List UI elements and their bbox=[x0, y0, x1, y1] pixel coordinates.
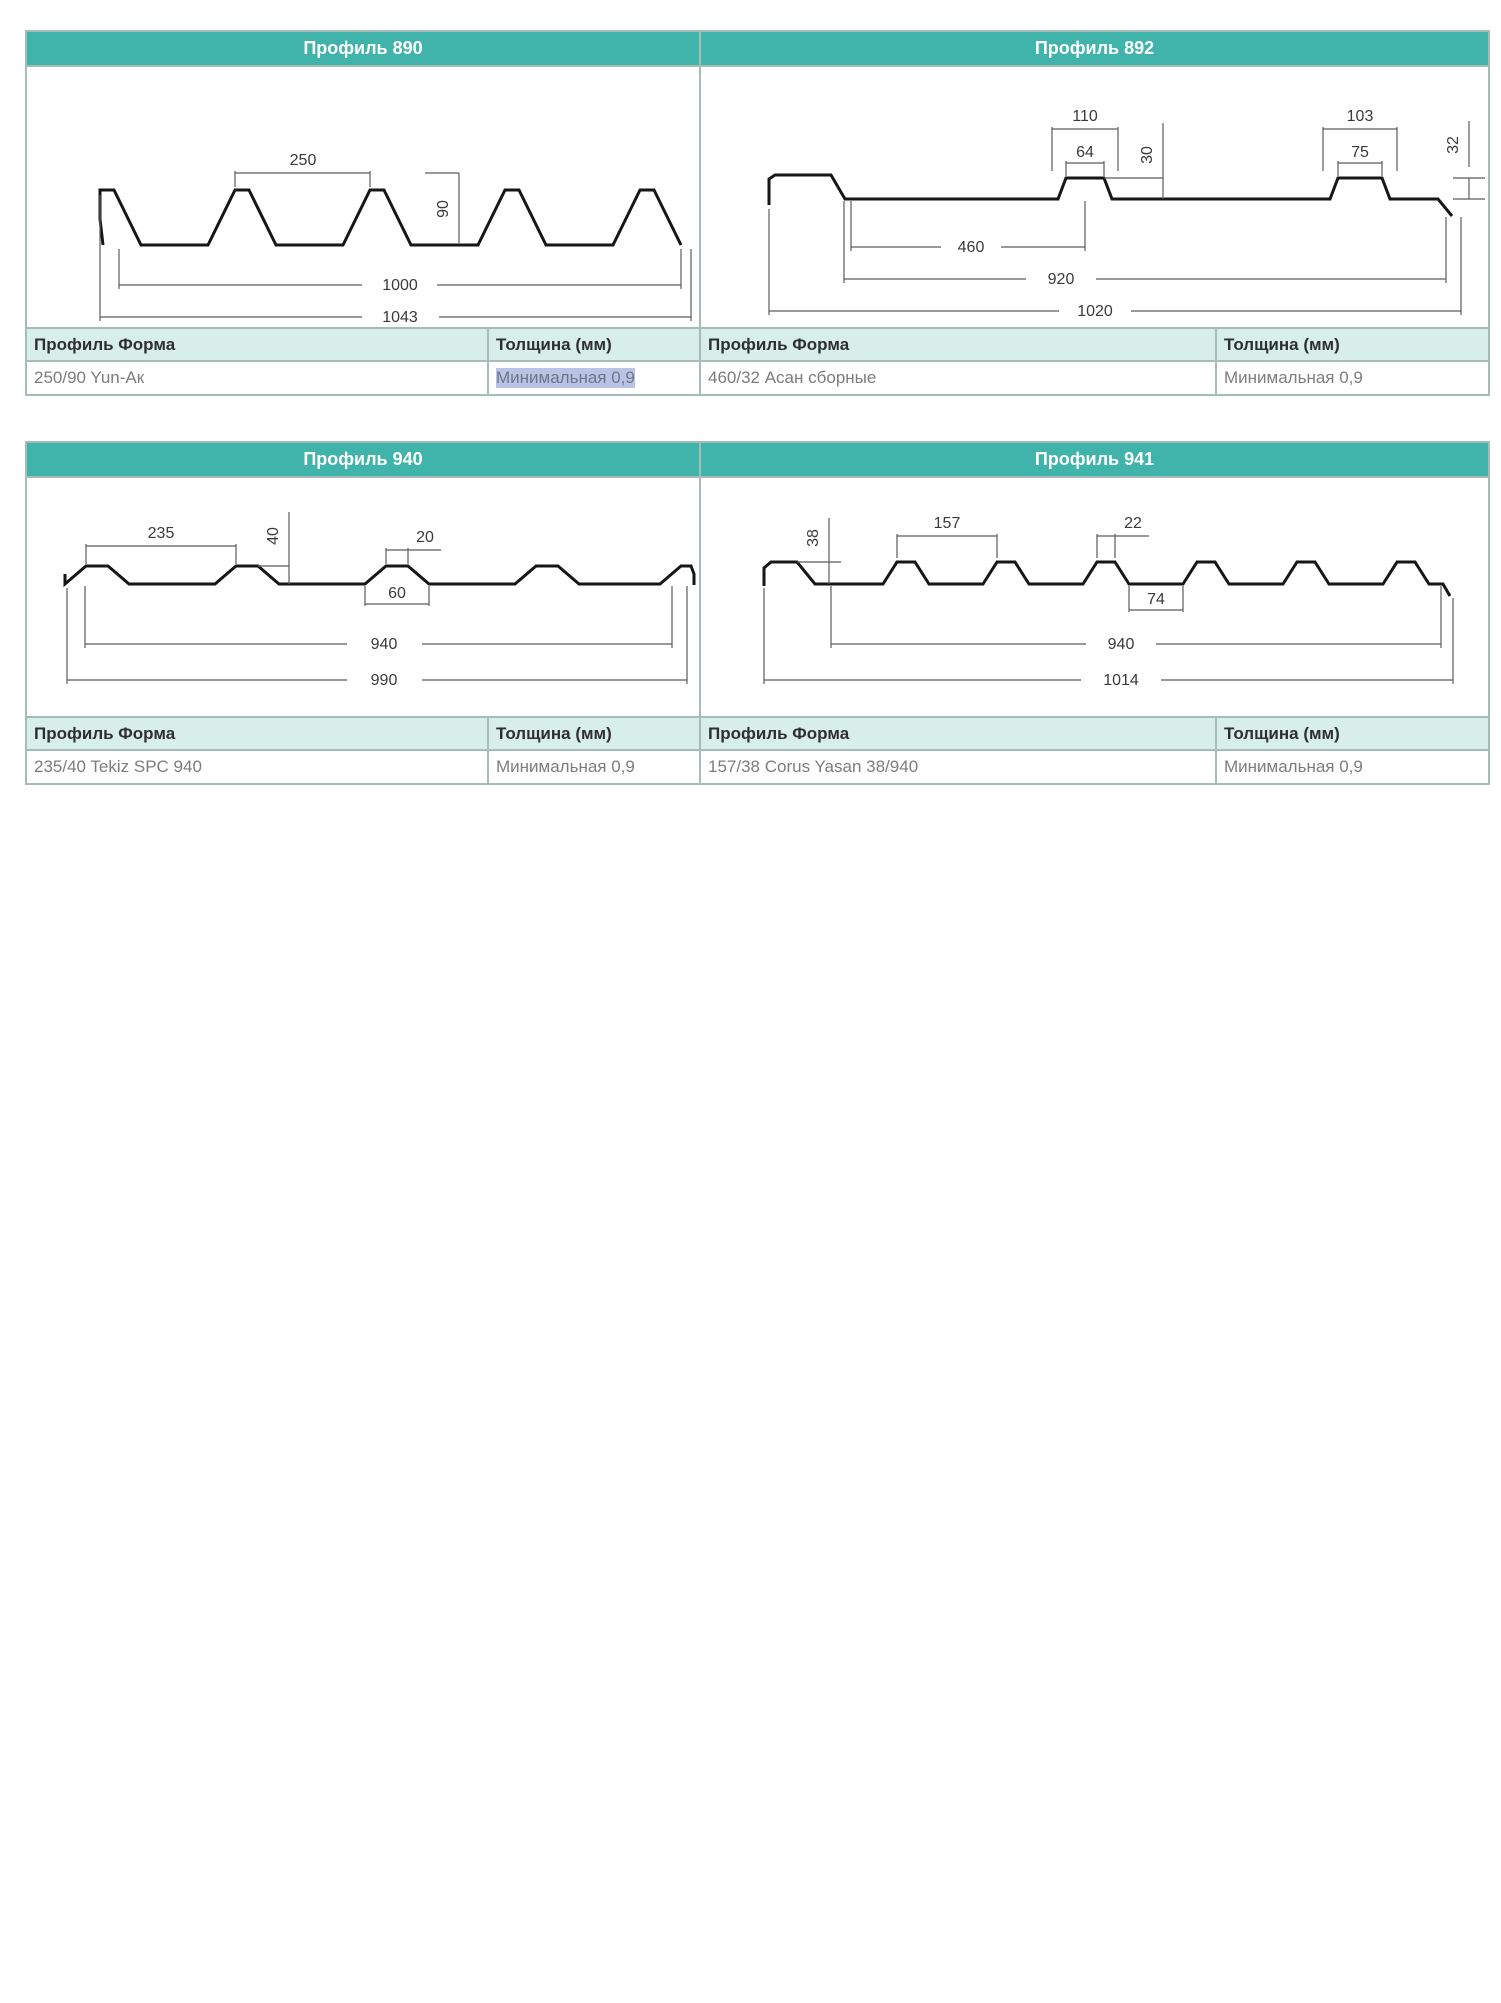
dim-label-22: 22 bbox=[1124, 515, 1142, 532]
form-text: 460/32 Асан сборные bbox=[708, 368, 877, 387]
panel-header-940 bbox=[27, 443, 699, 476]
profile-892-svg bbox=[701, 67, 1488, 327]
dim-label-103: 103 bbox=[1346, 108, 1374, 125]
dim-label-20: 20 bbox=[416, 529, 434, 546]
column-header-form bbox=[701, 329, 1215, 360]
panel-title: Профиль 940 bbox=[303, 449, 423, 469]
column-header-thickness bbox=[489, 718, 699, 749]
profile-892-drawing bbox=[701, 67, 1488, 327]
column-header-label: Профиль Форма bbox=[708, 334, 850, 354]
panel-header-892 bbox=[701, 32, 1488, 65]
profile-890-outline bbox=[100, 190, 681, 245]
profile-890-drawing bbox=[27, 67, 699, 327]
column-header-label: Толщина (мм) bbox=[496, 334, 612, 354]
form-text: 250/90 Yun-Ак bbox=[34, 368, 145, 387]
profile-form-value bbox=[701, 751, 1215, 783]
dim-label-75: 75 bbox=[1351, 144, 1369, 161]
thickness-value bbox=[489, 362, 699, 394]
dim-label-74: 74 bbox=[1147, 591, 1165, 608]
profile-catalog-page bbox=[0, 0, 1501, 785]
column-header-form bbox=[27, 329, 487, 360]
profile-941-svg bbox=[701, 478, 1488, 716]
dim-label-1014: 1014 bbox=[1103, 672, 1139, 689]
dim-label-460: 460 bbox=[957, 239, 985, 256]
profile-941-outline bbox=[764, 562, 1450, 596]
column-header-label: Толщина (мм) bbox=[1224, 334, 1340, 354]
profile-892-outline bbox=[769, 175, 1452, 216]
dim-label-32: 32 bbox=[1445, 136, 1462, 154]
column-header-form bbox=[27, 718, 487, 749]
column-header-label: Толщина (мм) bbox=[496, 723, 612, 743]
column-header-form bbox=[701, 718, 1215, 749]
profile-940-drawing bbox=[27, 478, 699, 716]
panel-title: Профиль 892 bbox=[1034, 38, 1155, 58]
dim-label-40: 40 bbox=[265, 527, 282, 545]
form-text: 157/38 Corus Yasan 38/940 bbox=[708, 757, 919, 776]
dim-label-38: 38 bbox=[805, 529, 822, 547]
column-header-thickness bbox=[1217, 329, 1488, 360]
column-header-label: Профиль Форма bbox=[708, 723, 850, 743]
column-header-label: Толщина (мм) bbox=[1224, 723, 1340, 743]
dim-label-1000: 1000 bbox=[382, 277, 418, 294]
column-header-label: Профиль Форма bbox=[34, 723, 176, 743]
column-header-label: Профиль Форма bbox=[34, 334, 176, 354]
profile-form-value bbox=[27, 362, 487, 394]
thickness-value bbox=[1217, 751, 1488, 783]
dim-label-1043: 1043 bbox=[382, 309, 418, 326]
thickness-value bbox=[1217, 362, 1488, 394]
dim-label-157: 157 bbox=[933, 515, 961, 532]
dim-label-110: 110 bbox=[1072, 108, 1098, 125]
profile-890-svg bbox=[27, 67, 699, 327]
column-header-thickness bbox=[489, 329, 699, 360]
thickness-text: Минимальная 0,9 bbox=[1224, 757, 1363, 776]
profile-941-drawing bbox=[701, 478, 1488, 716]
dim-label-990: 990 bbox=[370, 672, 398, 689]
panel-header-890 bbox=[27, 32, 699, 65]
dim-label-30: 30 bbox=[1139, 146, 1156, 164]
dim-label-920: 920 bbox=[1047, 271, 1075, 288]
profile-940-svg bbox=[27, 478, 699, 716]
thickness-value bbox=[489, 751, 699, 783]
profiles-table-bottom bbox=[25, 441, 1490, 785]
profile-form-value bbox=[701, 362, 1215, 394]
dim-label-250: 250 bbox=[289, 152, 317, 169]
dim-label-60: 60 bbox=[388, 585, 406, 602]
thickness-text: Минимальная 0,9 bbox=[1224, 368, 1363, 387]
dim-label-90: 90 bbox=[435, 200, 452, 218]
column-header-thickness bbox=[1217, 718, 1488, 749]
profiles-table-top bbox=[25, 30, 1490, 396]
dim-label-1020: 1020 bbox=[1077, 303, 1113, 320]
dim-label-940: 940 bbox=[1107, 636, 1135, 653]
panel-title: Профиль 941 bbox=[1034, 449, 1155, 469]
thickness-text: Минимальная 0,9 bbox=[496, 757, 635, 776]
dim-label-940: 940 bbox=[370, 636, 398, 653]
selected-text: Минимальная 0,9 bbox=[496, 368, 635, 387]
panel-title: Профиль 890 bbox=[303, 38, 423, 58]
panel-header-941 bbox=[701, 443, 1488, 476]
form-text: 235/40 Tekiz SPC 940 bbox=[34, 757, 202, 776]
profile-form-value bbox=[27, 751, 487, 783]
profile-940-outline bbox=[65, 566, 694, 585]
dim-label-64: 64 bbox=[1076, 144, 1094, 161]
dim-label-235: 235 bbox=[147, 525, 175, 542]
